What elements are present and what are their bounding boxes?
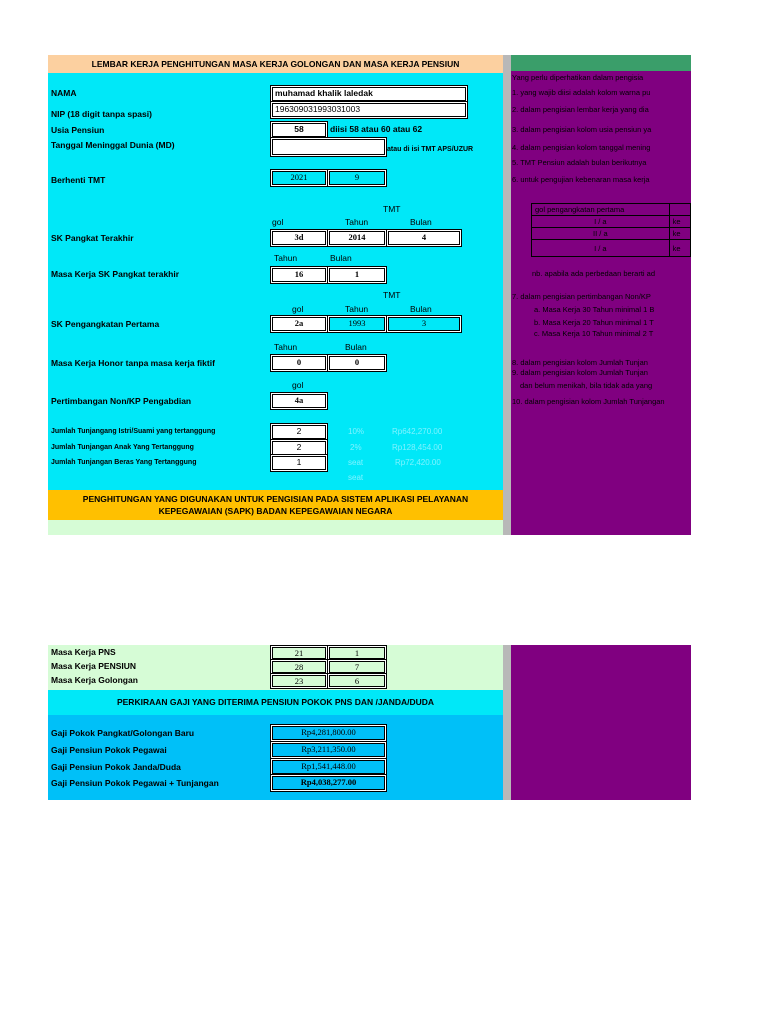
pertimbangan-gol-input[interactable]: 4a bbox=[272, 394, 326, 408]
label-tunjangan-beras: Jumlah Tunjangan Beras Yang Tertanggung bbox=[51, 459, 197, 466]
colhead-tmt: TMT bbox=[383, 204, 401, 214]
colhead-gol-3: gol bbox=[292, 380, 304, 390]
note-4: 4. dalam pengisian kolom tanggal mening bbox=[512, 143, 651, 152]
nip-input[interactable]: 196309031993031003 bbox=[272, 103, 466, 117]
label-sk-pengangkatan-pertama: SK Pengangkatan Pertama bbox=[51, 319, 160, 329]
berhenti-bulan: 9 bbox=[329, 171, 385, 185]
label-tunjangan-istri: Jumlah Tunjangang Istri/Suami yang tertanggung bbox=[51, 428, 216, 435]
label-gaji-pensiun-janda: Gaji Pensiun Pokok Janda/Duda bbox=[51, 762, 181, 772]
istri-percent: 10% bbox=[348, 427, 365, 436]
sheet-footer-strip bbox=[48, 520, 503, 535]
sk-terakhir-gol-input[interactable]: 3d bbox=[272, 231, 326, 245]
gaji-pokok-baru-value: Rp4,281,800.00 bbox=[272, 726, 385, 740]
note-9: 9. dalam pengisian kolom Jumlah Tunjan bbox=[512, 368, 648, 377]
sapk-note-line2: KEPEGAWAIAN (SAPK) BADAN KEPEGAWAIAN NEGARA bbox=[158, 506, 393, 516]
label-masa-kerja-pns: Masa Kerja PNS bbox=[51, 647, 116, 657]
sk-pertama-gol-input[interactable]: 2a bbox=[272, 317, 326, 331]
nama-input[interactable]: muhamad khalik laledak bbox=[272, 87, 466, 101]
label-berhenti-tmt: Berhenti TMT bbox=[51, 175, 106, 185]
note-1: 1. yang wajib diisi adalah kolom warna pu bbox=[512, 88, 651, 97]
beras-amount: Rp72,420.00 bbox=[395, 458, 441, 467]
mk-pensiun-bulan: 7 bbox=[329, 661, 385, 673]
sapk-note bbox=[48, 490, 503, 520]
mini-row-2-gol: II / a bbox=[532, 228, 670, 240]
sk-terakhir-bulan-input[interactable]: 4 bbox=[388, 231, 460, 245]
label-tunjangan-anak: Jumlah Tunjangan Anak Yang Tertanggung bbox=[51, 444, 194, 451]
mini-row-3-ke: ke bbox=[669, 240, 690, 257]
sk-terakhir-tahun-input[interactable]: 2014 bbox=[329, 231, 385, 245]
mk-pns-bulan: 1 bbox=[329, 647, 385, 659]
mk-golongan-bulan: 6 bbox=[329, 675, 385, 687]
note-10: 10. dalam pengisian kolom Jumlah Tunjangan bbox=[512, 397, 665, 406]
mk-pensiun-tahun: 28 bbox=[272, 661, 326, 673]
label-masa-kerja-sk: Masa Kerja SK Pangkat terakhir bbox=[51, 269, 180, 279]
mk-tahun-input[interactable]: 16 bbox=[272, 268, 326, 282]
mini-row-2-ke: ke bbox=[669, 228, 690, 240]
honor-tahun-input[interactable]: 0 bbox=[272, 356, 326, 370]
colhead-bulan-4: Bulan bbox=[345, 342, 367, 352]
colhead-tahun-4: Tahun bbox=[274, 342, 298, 352]
note-7a: a. Masa Kerja 30 Tahun minimal 1 B bbox=[534, 305, 655, 314]
gaji-pensiun-tunjangan-value: Rp4,038,277.00 bbox=[272, 776, 385, 790]
note-8: 8. dalam pengisian kolom Jumlah Tunjan bbox=[512, 358, 648, 367]
label-gaji-pensiun-tunjangan: Gaji Pensiun Pokok Pegawai + Tunjangan bbox=[51, 778, 219, 788]
label-masa-kerja-golongan: Masa Kerja Golongan bbox=[51, 675, 138, 685]
label-tanggal-md: Tanggal Meninggal Dunia (MD) bbox=[51, 140, 175, 150]
gaji-pensiun-janda-value: Rp1,541,448.00 bbox=[272, 760, 385, 774]
colhead-tahun: Tahun bbox=[345, 217, 369, 227]
mini-row-3-gol: I / a bbox=[532, 240, 670, 257]
note-nb: nb. apabila ada perbedaan berarti ad bbox=[532, 269, 656, 278]
tanggal-md-hint: atau di isi TMT APS/UZUR bbox=[387, 146, 474, 153]
label-pertimbangan: Pertimbangan Non/KP Pengabdian bbox=[51, 396, 192, 406]
colhead-tahun-2: Tahun bbox=[274, 253, 298, 263]
notes-header-bar bbox=[511, 55, 691, 71]
note-6: 6. untuk pengujian kebenaran masa kerja bbox=[512, 175, 650, 184]
note-7b: b. Masa Kerja 20 Tahun minimal 1 T bbox=[534, 318, 654, 327]
mk-pns-tahun: 21 bbox=[272, 647, 326, 659]
sapk-note-line1: PENGHITUNGAN YANG DIGUNAKAN UNTUK PENGISIAN PADA SISTEM APLIKASI PELAYANAN bbox=[82, 494, 469, 504]
note-5: 5. TMT Pensiun adalah bulan berikutnya bbox=[512, 158, 647, 167]
sk-pertama-bulan: 3 bbox=[388, 317, 460, 331]
label-masa-kerja-pensiun: Masa Kerja PENSIUN bbox=[51, 661, 137, 671]
colhead-tmt-2: TMT bbox=[383, 290, 401, 300]
gaji-section-title: PERKIRAAN GAJI YANG DITERIMA PENSIUN POKOK PNS DAN /JANDA/DUDA bbox=[48, 690, 503, 715]
mini-table-header: gol pengangkatan pertama bbox=[532, 204, 670, 216]
note-3: 3. dalam pengisian kolom usia pensiun ya bbox=[512, 125, 652, 134]
beras-label: seat bbox=[348, 458, 364, 467]
notes-panel-2 bbox=[511, 645, 691, 800]
mk-golongan-tahun: 23 bbox=[272, 675, 326, 687]
gaji-pensiun-pegawai-value: Rp3,211,350.00 bbox=[272, 743, 385, 757]
label-masa-kerja-honor: Masa Kerja Honor tanpa masa kerja fiktif bbox=[51, 358, 215, 368]
mini-row-1-ke: ke bbox=[669, 216, 690, 228]
berhenti-tahun: 2021 bbox=[272, 171, 326, 185]
colhead-bulan-3: Bulan bbox=[410, 304, 432, 314]
honor-bulan-input[interactable]: 0 bbox=[329, 356, 385, 370]
note-7c: c. Masa Kerja 10 Tahun minimal 2 T bbox=[534, 329, 654, 338]
colhead-bulan-2: Bulan bbox=[330, 253, 352, 263]
notes-panel bbox=[511, 71, 691, 535]
tunjangan-istri-input[interactable]: 2 bbox=[272, 425, 326, 439]
sk-pertama-tahun: 1993 bbox=[329, 317, 385, 331]
label-nama: NAMA bbox=[51, 88, 77, 98]
anak-percent: 2% bbox=[350, 443, 362, 452]
tunjangan-anak-input[interactable]: 2 bbox=[272, 441, 326, 455]
column-separator-2 bbox=[503, 645, 511, 800]
istri-amount: Rp642,270.00 bbox=[392, 427, 443, 436]
colhead-bulan: Bulan bbox=[410, 217, 432, 227]
label-gaji-pensiun-pegawai: Gaji Pensiun Pokok Pegawai bbox=[51, 745, 167, 755]
note-2: 2. dalam pengisian lembar kerja yang dia bbox=[512, 105, 649, 114]
label-nip: NIP (18 digit tanpa spasi) bbox=[51, 109, 152, 119]
label-usia-pensiun: Usia Pensiun bbox=[51, 125, 105, 135]
mk-bulan-input[interactable]: 1 bbox=[329, 268, 385, 282]
colhead-tahun-3: Tahun bbox=[345, 304, 369, 314]
note-9-cont: dan belum menikah, bila tidak ada yang bbox=[520, 381, 653, 390]
label-gaji-pokok-baru: Gaji Pokok Pangkat/Golongan Baru bbox=[51, 728, 195, 738]
extra-label: seat bbox=[348, 473, 364, 482]
note-7: 7. dalam pengisian pertimbangan Non/KP bbox=[512, 292, 651, 301]
usia-pensiun-input[interactable]: 58 bbox=[272, 123, 326, 137]
mini-row-1-gol: I / a bbox=[532, 216, 670, 228]
tunjangan-beras-input[interactable]: 1 bbox=[272, 456, 326, 470]
anak-amount: Rp128,454.00 bbox=[392, 443, 443, 452]
colhead-gol-2: gol bbox=[292, 304, 304, 314]
column-separator bbox=[503, 55, 511, 535]
sheet-title: LEMBAR KERJA PENGHITUNGAN MASA KERJA GOLONGAN DAN MASA KERJA PENSIUN bbox=[48, 55, 503, 73]
usia-pensiun-hint: diisi 58 atau 60 atau 62 bbox=[330, 124, 423, 134]
colhead-gol: gol bbox=[272, 217, 284, 227]
label-sk-pangkat-terakhir: SK Pangkat Terakhir bbox=[51, 233, 134, 243]
tanggal-md-input[interactable] bbox=[272, 139, 385, 155]
golongan-mini-table bbox=[531, 203, 691, 257]
note-intro: Yang perlu diperhatikan dalam pengisia bbox=[512, 73, 644, 82]
